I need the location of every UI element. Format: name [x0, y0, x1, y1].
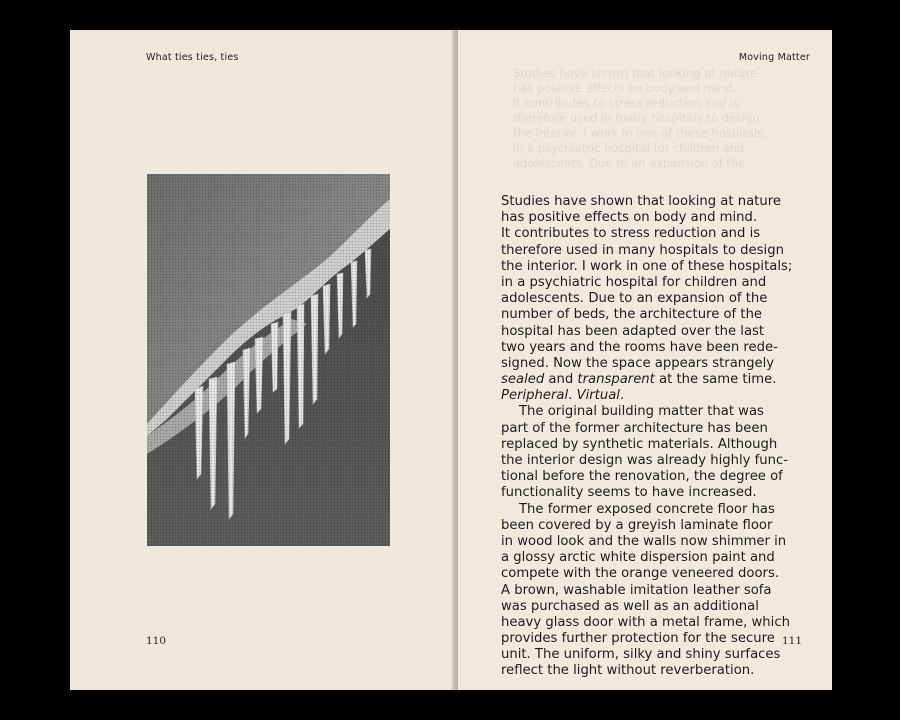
right-page: [458, 30, 832, 690]
text-line: heavy glass door with a metal frame, which: [501, 614, 790, 630]
ghost-line: has positive effects on body and mind.: [513, 81, 737, 95]
text-line: tional before the renovation, the degree of: [501, 469, 783, 485]
text-line: been covered by a greyish laminate floor: [501, 517, 773, 533]
text-line: replaced by synthetic materials. Although: [501, 436, 778, 452]
show-through-text: [513, 66, 813, 171]
ghost-line: It contributes to stress reduction and is: [513, 96, 739, 110]
text-line: the interior. I work in one of these hospitals;: [501, 258, 793, 274]
text-line: reflect the light without reverberation.: [501, 663, 755, 679]
ghost-line: in a psychiatric hospital for children and: [513, 141, 745, 155]
text-fragment: at the same time.: [654, 372, 777, 388]
running-head-left: What ties ties, ties: [146, 52, 239, 63]
text-line: was purchased as well as an additional: [501, 598, 759, 614]
text-line: has positive effects on body and mind.: [501, 210, 758, 226]
italic-word-transparent: transparent: [577, 372, 655, 388]
icicles-photo: [147, 174, 390, 546]
ghost-line: adolescents. Due to an expansion of the: [513, 156, 746, 170]
text-line: the interior design was already highly func-: [501, 453, 788, 468]
text-line: A brown, washable imitation leather sofa: [501, 582, 772, 598]
icicles-image: [147, 174, 390, 546]
text-line: unit. The uniform, silky and shiny surfaces: [501, 647, 781, 663]
text-line: It contributes to stress reduction and is: [501, 226, 761, 242]
left-page: [70, 30, 456, 690]
italic-word-peripheral: Peripheral: [501, 388, 569, 404]
italic-word-sealed: sealed: [501, 372, 545, 388]
text-line: number of beds, the architecture of the: [501, 307, 763, 323]
text-line: two years and the rooms have been rede-: [501, 339, 778, 355]
italic-word-virtual: Virtual: [576, 388, 620, 404]
ghost-line: Studies have shown that looking at nature: [513, 66, 758, 80]
text-line: compete with the orange veneered doors.: [501, 566, 780, 582]
text-line: therefore used in many hospitals to design: [501, 242, 784, 258]
text-line: in wood look and the walls now shimmer in: [501, 533, 787, 549]
text-line: part of the former architecture has been: [501, 420, 768, 436]
text-fragment: .: [619, 388, 625, 404]
text-line: in a psychiatric hospital for children and: [501, 274, 767, 290]
text-fragment: and: [544, 372, 578, 388]
text-line: functionality seems to have increased.: [501, 485, 757, 501]
text-line: signed. Now the space appears strangely: [501, 355, 775, 371]
text-line: provides further protection for the secure: [501, 631, 775, 647]
text-line: adolescents. Due to an expansion of the: [501, 291, 768, 307]
body-text: [501, 194, 821, 680]
page-number-right: 111: [781, 635, 802, 647]
running-head-right: Moving Matter: [738, 52, 810, 63]
text-line: Studies have shown that looking at nature: [501, 194, 781, 209]
text-line: The former exposed concrete floor has: [519, 501, 775, 517]
text-fragment: .: [568, 388, 577, 404]
page-number-left: 110: [146, 635, 167, 647]
text-line: The original building matter that was: [519, 404, 764, 420]
ghost-line: the interior. I work in one of these hospitals;: [513, 126, 768, 140]
ghost-line: therefore used in many hospitals to design: [513, 111, 760, 125]
text-line: [501, 372, 821, 388]
text-line: [501, 388, 821, 404]
text-line: a glossy arctic white dispersion paint and: [501, 550, 775, 566]
text-line: hospital has been adapted over the last: [501, 323, 765, 339]
